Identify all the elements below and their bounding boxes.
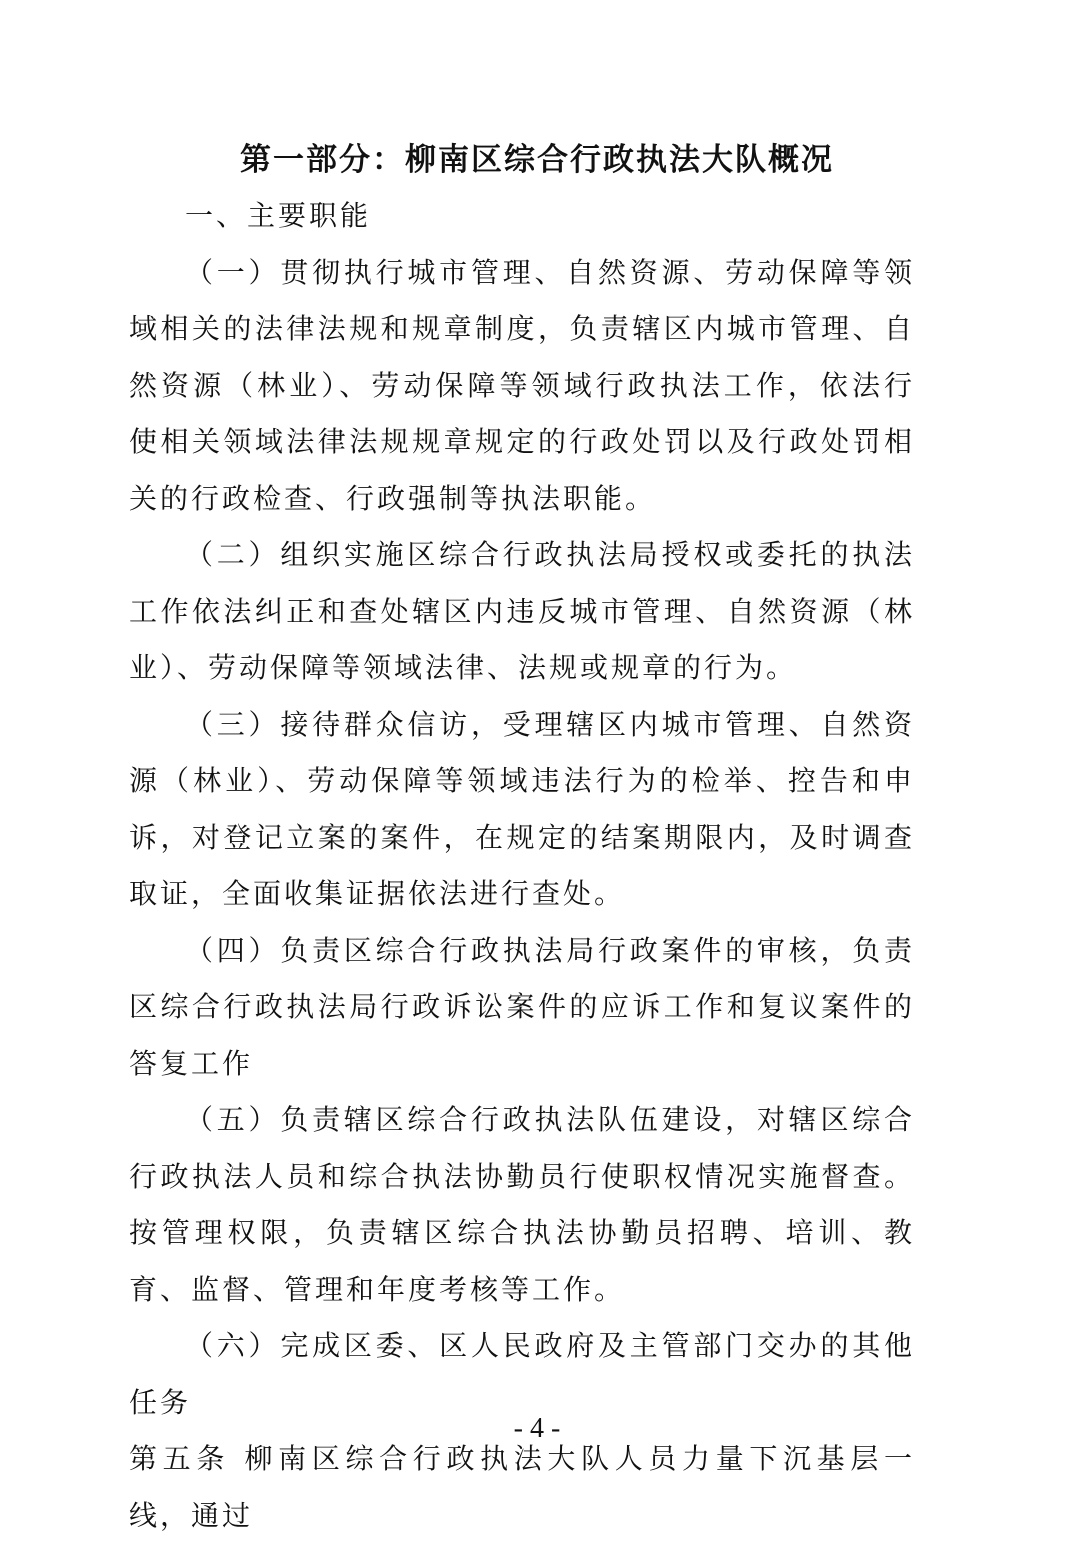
- paragraph-5: （五）负责辖区综合行政执法队伍建设，对辖区综合行政执法人员和综合执法协勤员行使职权情况实施督查。按管理权限，负责辖区综合执法协勤员招聘、培训、教育、监督、管理和年度考核等工作。: [129, 1103, 915, 1306]
- document-title: 第一部分：柳南区综合行政执法大队概况: [240, 142, 834, 178]
- paragraph-2: （二）组织实施区综合行政执法局授权或委托的执法工作依法纠正和查处辖区内违反城市管理、自然资源（林业）、劳动保障等领域法律、法规或规章的行为。: [129, 538, 915, 684]
- paragraph-6: （六）完成区委、区人民政府及主管部门交办的其他任务: [129, 1329, 915, 1419]
- section-heading: 一、主要职能: [185, 199, 372, 232]
- document-body: [129, 188, 915, 1544]
- closing-line: 第五条 柳南区综合行政执法大队人员力量下沉基层一线，通过: [129, 1442, 915, 1532]
- paragraph-4: （四）负责区综合行政执法局行政案件的审核，负责区综合行政执法局行政诉讼案件的应诉工作和复议案件的答复工作: [129, 933, 915, 1080]
- paragraph-3: （三）接待群众信访，受理辖区内城市管理、自然资源（林业）、劳动保障等领域违法行为的检举、控告和申诉，对登记立案的案件，在规定的结案期限内，及时调查取证，全面收集证据依法进行查处。: [129, 707, 915, 910]
- page-number: - 4 -: [513, 1413, 561, 1444]
- paragraph-1: （一）贯彻执行城市管理、自然资源、劳动保障等领域相关的法律法规和规章制度，负责辖区内城市管理、自然资源（林业）、劳动保障等领域行政执法工作，依法行使相关领域法律法规规章规定的行政处罚以及行政处罚相关的行政检查、行政强制等执法职能。: [129, 255, 915, 515]
